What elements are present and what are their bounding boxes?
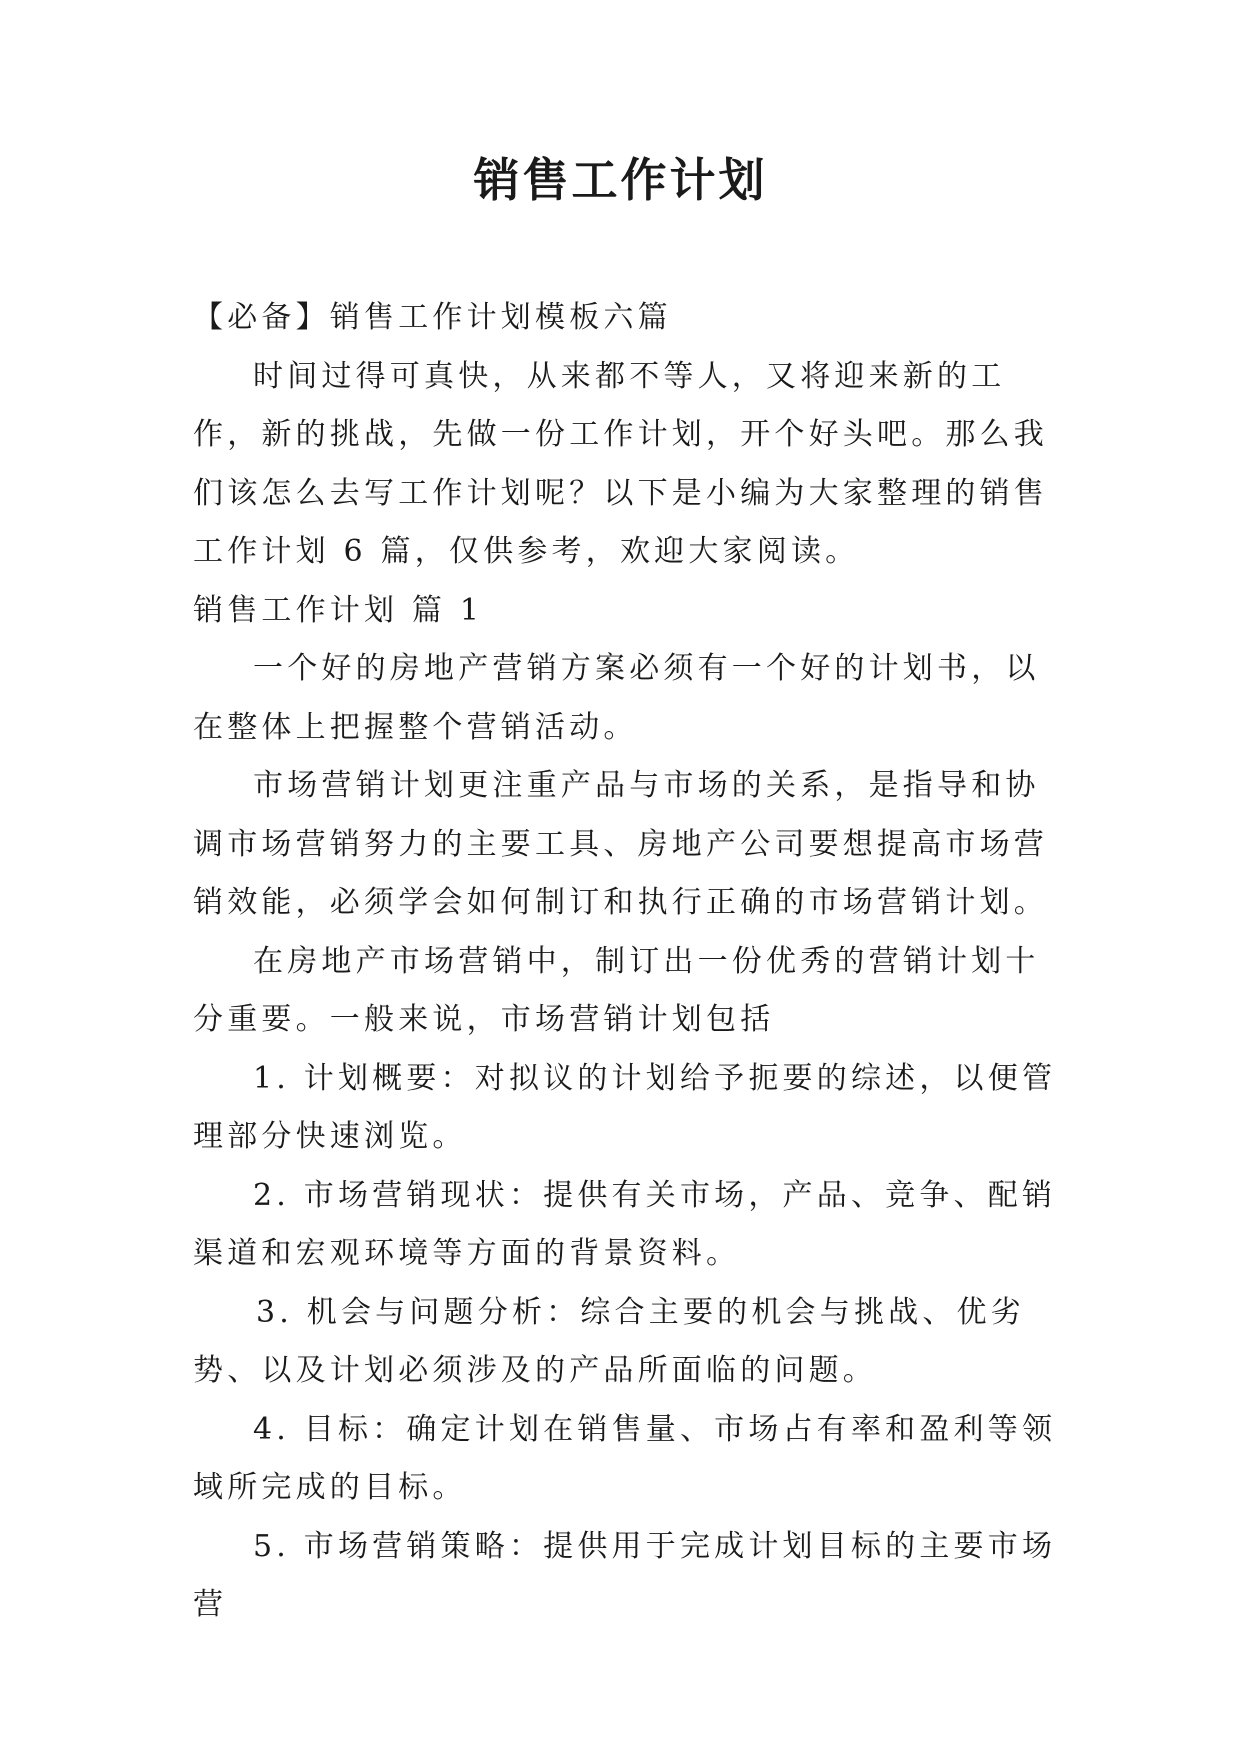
paragraph: 在房地产市场营销中，制订出一份优秀的营销计划十分重要。一般来说，市场营销计划包括 xyxy=(193,943,1040,1037)
list-item: 1. 计划概要：对拟议的计划给予扼要的综述，以便管理部分快速浏览。 xyxy=(193,1060,1057,1154)
list-item: 3. 机会与问题分析：综合主要的机会与挑战、优劣势、以及计划必须涉及的产品所面临的问题。 xyxy=(193,1294,1025,1388)
list-item: 4. 目标：确定计划在销售量、市场占有率和盈利等领域所完成的目标。 xyxy=(193,1411,1057,1505)
list-item: 5. 市场营销策略：提供用于完成计划目标的主要市场营 xyxy=(193,1528,1057,1622)
paragraph: 一个好的房地产营销方案必须有一个好的计划书，以在整体上把握整个营销活动。 xyxy=(193,651,1040,745)
document-body xyxy=(193,289,1061,1635)
intro-paragraph: 时间过得可真快，从来都不等人，又将迎来新的工作，新的挑战，先做一份工作计划，开个好头吧。那么我们该怎么去写工作计划呢？以下是小编为大家整理的销售工作计划 6 篇，仅供参考，欢迎大家阅读。 xyxy=(193,358,1048,569)
paragraph: 市场营销计划更注重产品与市场的关系，是指导和协调市场营销努力的主要工具、房地产公司要想提高市场营销效能，必须学会如何制订和执行正确的市场营销计划。 xyxy=(193,768,1048,920)
list-item: 2. 市场营销现状：提供有关市场，产品、竞争、配销渠道和宏观环境等方面的背景资料。 xyxy=(193,1177,1057,1271)
document-title: 销售工作计划 xyxy=(473,153,768,207)
document-subtitle: 【必备】销售工作计划模板六篇 xyxy=(193,300,672,335)
section-heading: 销售工作计划 篇 1 xyxy=(193,592,484,628)
